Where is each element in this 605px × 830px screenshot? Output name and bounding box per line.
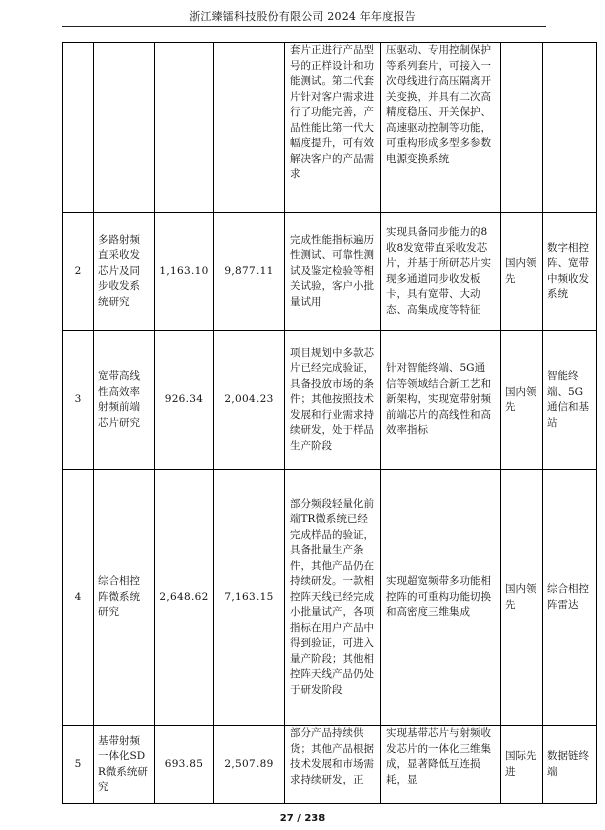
cell-index: 2 bbox=[63, 213, 94, 331]
cell-application: 数字相控阵、宽带中频收发系统 bbox=[543, 213, 597, 331]
cell-budget: 1,163.10 bbox=[155, 213, 214, 331]
cell-empty bbox=[501, 43, 543, 213]
table-row-continued bbox=[63, 43, 597, 213]
cell-budget: 2,648.62 bbox=[155, 470, 214, 726]
page-header: 浙江臻镭科技股份有限公司 2024 年年度报告 bbox=[189, 10, 416, 23]
cell-goal: 针对智能终端、5G通信等领域结合新工艺和新架构，实现宽带射频前端芯片的高线性和高效率指标 bbox=[381, 331, 501, 470]
page-number: 27 / 238 bbox=[279, 813, 326, 824]
cell-goal: 实现基带芯片与射频收发芯片的一体化三维集成，显著降低互连损耗，显 bbox=[381, 726, 501, 804]
cell-goal: 压驱动、专用控制保护等系列套片，可接入一次母线进行高压隔离开关变换，并具有二次高精度稳压、开关保护、高速驱动控制等功能，可重构形成多型多参数电源变换系统 bbox=[381, 43, 501, 213]
cell-empty bbox=[214, 43, 285, 213]
cell-progress: 完成性能指标遍历性测试、可靠性测试及鉴定检验等相关试验，客户小批量试用 bbox=[285, 213, 381, 331]
cell-empty bbox=[155, 43, 214, 213]
cell-project-name: 基带射频一体化SDR微系统研究 bbox=[94, 726, 155, 804]
table-row bbox=[63, 213, 597, 331]
cell-budget: 693.85 bbox=[155, 726, 214, 804]
cell-level: 国内领先 bbox=[501, 213, 543, 331]
cell-progress: 部分产品持续供货；其他产品根据技术发展和市场需求持续研发，正 bbox=[285, 726, 381, 804]
cell-index: 3 bbox=[63, 331, 94, 470]
cell-goal: 实现超宽频带多功能相控阵的可重构功能切换和高密度三维集成 bbox=[381, 470, 501, 726]
cell-empty bbox=[94, 43, 155, 213]
header-divider bbox=[62, 26, 546, 27]
cell-invested: 7,163.15 bbox=[214, 470, 285, 726]
cell-application: 智能终端、5G通信和基站 bbox=[543, 331, 597, 470]
rd-projects-table bbox=[62, 42, 597, 804]
cell-progress: 套片正进行产品型号的正样设计和功能测试。第二代套片针对客户需求进行了功能完善，产品性能比第一代大幅度提升，可有效解决客户的产品需求 bbox=[285, 43, 381, 213]
cell-invested: 2,507.89 bbox=[214, 726, 285, 804]
cell-progress: 项目规划中多款芯片已经完成验证，具备投放市场的条件；其他按照技术发展和行业需求持续研发，处于样品生产阶段 bbox=[285, 331, 381, 470]
cell-level: 国内领先 bbox=[501, 331, 543, 470]
cell-budget: 926.34 bbox=[155, 331, 214, 470]
table-row bbox=[63, 331, 597, 470]
cell-invested: 9,877.11 bbox=[214, 213, 285, 331]
cell-project-name: 综合相控阵微系统研究 bbox=[94, 470, 155, 726]
cell-goal: 实现具备同步能力的8收8发宽带直采收发芯片，并基于所研芯片实现多通道同步收发板卡，具有宽带、大动态、高集成度等特征 bbox=[381, 213, 501, 331]
cell-empty bbox=[543, 43, 597, 213]
cell-progress: 部分频段轻量化前端TR微系统已经完成样品的验证，具备批量生产条件，其他产品仍在持续研发。一款相控阵天线已经完成小批量试产，各项指标在用户产品中得到验证，可进入量产阶段；其他相控阵天线产品仍处于研发阶段 bbox=[285, 470, 381, 726]
cell-empty bbox=[63, 43, 94, 213]
cell-application: 数据链终端 bbox=[543, 726, 597, 804]
cell-level: 国内领先 bbox=[501, 470, 543, 726]
cell-index: 5 bbox=[63, 726, 94, 804]
cell-application: 综合相控阵雷达 bbox=[543, 470, 597, 726]
cell-project-name: 宽带高线性高效率射频前端芯片研究 bbox=[94, 331, 155, 470]
cell-invested: 2,004.23 bbox=[214, 331, 285, 470]
table-row bbox=[63, 470, 597, 726]
table-row bbox=[63, 726, 597, 804]
cell-project-name: 多路射频直采收发芯片及同步收发系统研究 bbox=[94, 213, 155, 331]
cell-level: 国际先进 bbox=[501, 726, 543, 804]
cell-index: 4 bbox=[63, 470, 94, 726]
